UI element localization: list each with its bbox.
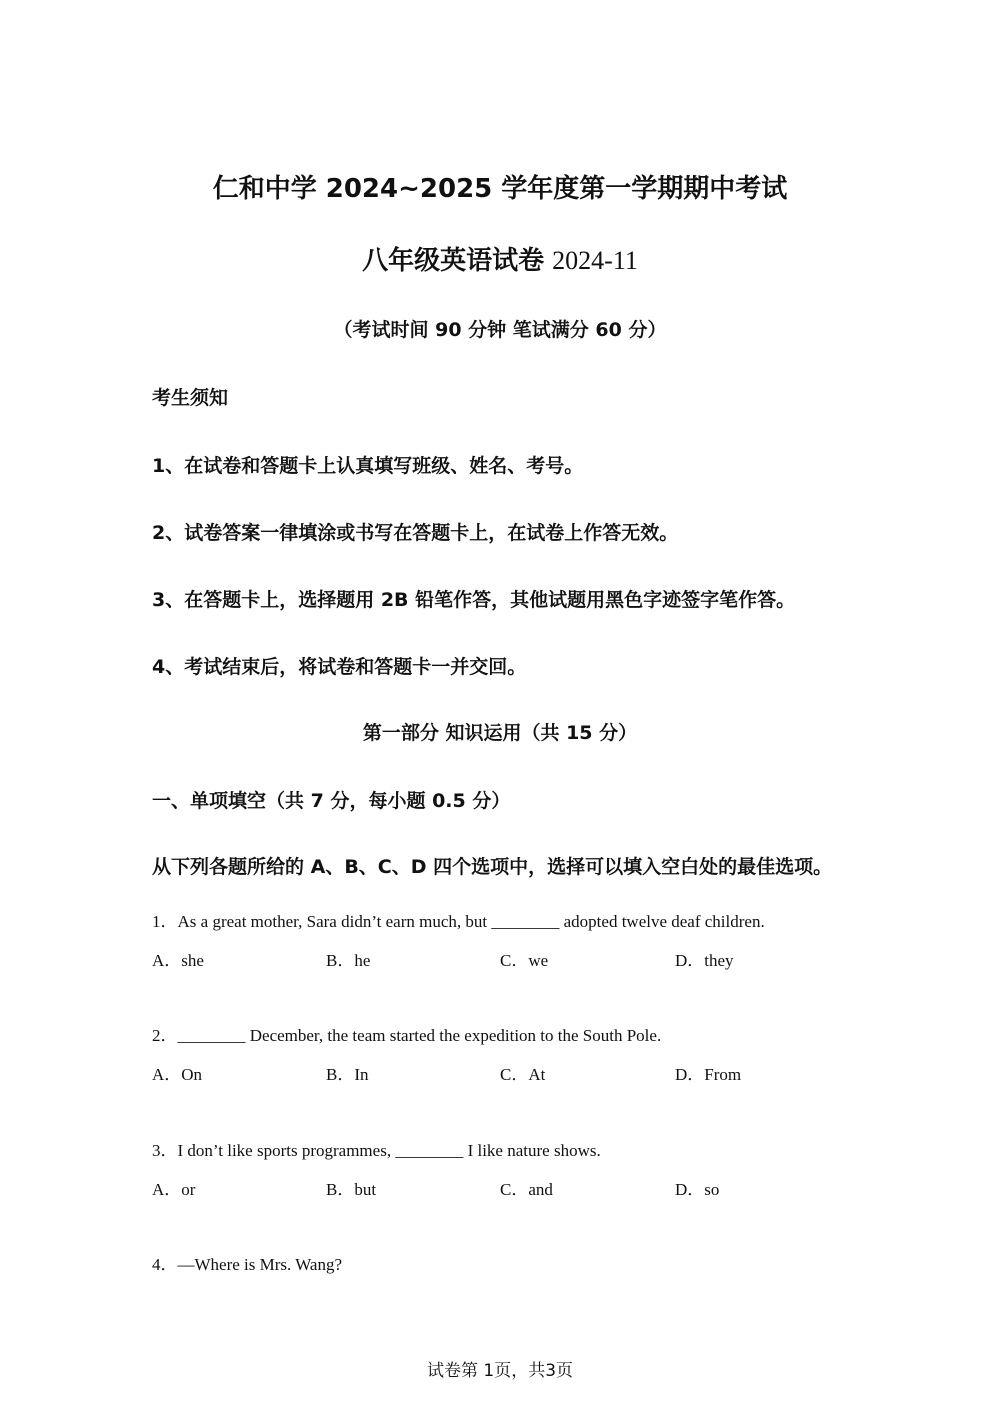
notice-item: 1、在试卷和答题卡上认真填写班级、姓名、考号。 bbox=[152, 455, 584, 477]
exam-subtitle bbox=[0, 240, 1000, 277]
option-c: C．At bbox=[500, 1065, 546, 1084]
question-text: 2．________ December, the team started the expedition to the South Pole. bbox=[152, 1026, 662, 1045]
exam-title: 仁和中学 2024~2025 学年度第一学期期中考试 bbox=[212, 174, 788, 204]
option-d: D．From bbox=[675, 1065, 742, 1084]
option-d: D．they bbox=[675, 951, 734, 970]
exam-date: 2024-11 bbox=[552, 246, 638, 275]
option-a: A．she bbox=[152, 951, 204, 970]
notice-item: 3、在答题卡上，选择题用 2B 铅笔作答，其他试题用黑色字迹签字笔作答。 bbox=[152, 589, 796, 611]
notice-heading: 考生须知 bbox=[152, 387, 229, 409]
option-b: B．In bbox=[326, 1065, 369, 1084]
option-c: C．we bbox=[500, 951, 549, 970]
option-a: A．On bbox=[152, 1065, 203, 1084]
section-title: 一、单项填空（共 7 分，每小题 0.5 分） bbox=[152, 790, 511, 812]
exam-subtitle-main: 八年级英语试卷 bbox=[362, 246, 545, 276]
question-text: 1．As a great mother, Sara didn’t earn much, but ________ adopted twelve deaf children. bbox=[152, 912, 765, 931]
option-a: A．or bbox=[152, 1180, 196, 1199]
notice-item: 2、试卷答案一律填涂或书写在答题卡上，在试卷上作答无效。 bbox=[152, 522, 679, 544]
exam-time-note: （考试时间 90 分钟 笔试满分 60 分） bbox=[333, 319, 667, 341]
page-footer: 试卷第 1页，共3页 bbox=[426, 1361, 574, 1381]
option-d: D．so bbox=[675, 1180, 720, 1199]
option-b: B．but bbox=[326, 1180, 377, 1199]
question-text: 3．I don’t like sports programmes, ________ I like nature shows. bbox=[152, 1141, 601, 1160]
notice-item: 4、考试结束后，将试卷和答题卡一并交回。 bbox=[152, 656, 527, 678]
part-heading: 第一部分 知识运用（共 15 分） bbox=[362, 722, 638, 744]
question-text: 4．—Where is Mrs. Wang? bbox=[152, 1255, 342, 1274]
section-instruction: 从下列各题所给的 A、B、C、D 四个选项中，选择可以填入空白处的最佳选项。 bbox=[152, 856, 833, 878]
option-b: B．he bbox=[326, 951, 371, 970]
option-c: C．and bbox=[500, 1180, 553, 1199]
